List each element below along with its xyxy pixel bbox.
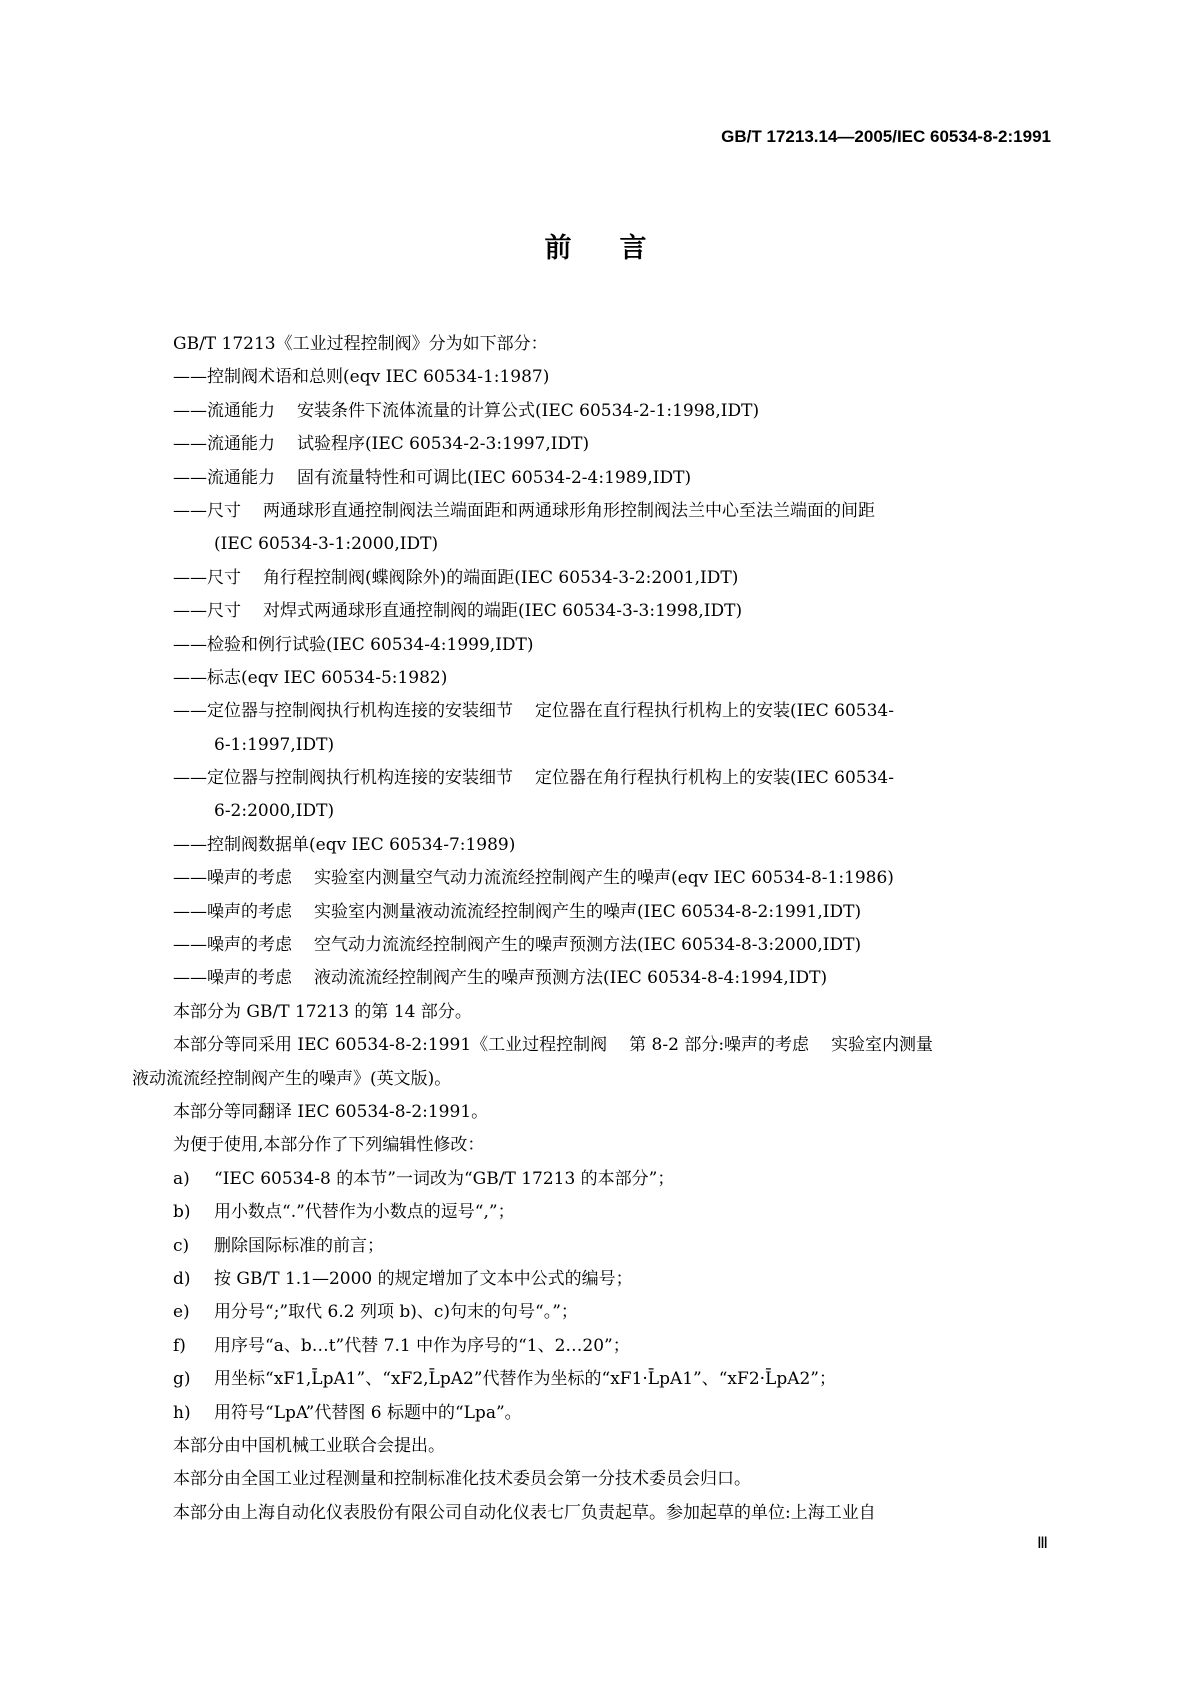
part-item: ——尺寸 两通球形直通控制阀法兰端面距和两通球形角形控制阀法兰中心至法兰端面的间距 (173, 500, 875, 521)
part-item: ——尺寸 对焊式两通球形直通控制阀的端距(IEC 60534-3-3:1998,IDT) (173, 601, 743, 622)
equivalence-paragraph-continuation: 液动流流经控制阀产生的噪声》(英文版)。 (132, 1068, 452, 1089)
translation-paragraph: 本部分等同翻译 IEC 60534-8-2:1991。 (173, 1101, 489, 1122)
part-item: ——噪声的考虑 实验室内测量液动流流经控制阀产生的噪声(IEC 60534-8-2:1991,IDT) (173, 901, 862, 922)
page-title: 前言 (544, 233, 695, 264)
intro-paragraph: GB/T 17213《工业过程控制阀》分为如下部分： (173, 334, 548, 354)
edit-item: f) 用序号“a、b…t”代替 7.1 中作为序号的“1、2…20”； (173, 1335, 630, 1356)
part-item: ——检验和例行试验(IEC 60534-4:1999,IDT) (173, 634, 534, 655)
edit-item: g) 用坐标“xF1,L̄pA1”、“xF2,L̄pA2”代替作为坐标的“xF1·L̄pA1”、“xF2·L̄pA2”； (173, 1369, 836, 1390)
part-item-continuation: (IEC 60534-3-1:2000,IDT) (214, 534, 439, 555)
part-item-continuation: 6-1:1997,IDT) (214, 734, 335, 755)
page-number: Ⅲ (1036, 1533, 1048, 1552)
edit-item: e) 用分号“;”取代 6.2 列项 b)、c)句末的句号“。”； (173, 1302, 578, 1323)
edit-item: a) “IEC 60534-8 的本节”一词改为“GB/T 17213 的本部分”； (173, 1168, 675, 1189)
part-item: ——流通能力 试验程序(IEC 60534-2-3:1997,IDT) (173, 434, 590, 455)
equivalence-paragraph: 本部分等同采用 IEC 60534-8-2:1991《工业过程控制阀 第 8-2 部分:噪声的考虑 实验室内测量 (173, 1035, 934, 1056)
edit-item: b) 用小数点“.”代替作为小数点的逗号“,”； (173, 1202, 515, 1223)
part-item: ——噪声的考虑 空气动力流流经控制阀产生的噪声预测方法(IEC 60534-8-3:2000,IDT) (173, 935, 862, 956)
part-item: ——流通能力 安装条件下流体流量的计算公式(IEC 60534-2-1:1998,IDT) (173, 400, 760, 421)
part-item: ——尺寸 角行程控制阀(蝶阀除外)的端面距(IEC 60534-3-2:2001,IDT) (173, 567, 739, 588)
part-item-continuation: 6-2:2000,IDT) (214, 801, 335, 822)
part-item: ——噪声的考虑 实验室内测量空气动力流流经控制阀产生的噪声(eqv IEC 60534-8-1:1986) (173, 868, 894, 889)
proposed-by-paragraph: 本部分由中国机械工业联合会提出。 (173, 1435, 445, 1456)
edits-intro-paragraph: 为便于使用,本部分作了下列编辑性修改： (173, 1135, 485, 1156)
part-item: ——控制阀术语和总则(eqv IEC 60534-1:1987) (173, 367, 550, 388)
part-item: ——流通能力 固有流量特性和可调比(IEC 60534-2-4:1989,IDT) (173, 467, 692, 488)
part-item: ——标志(eqv IEC 60534-5:1982) (173, 667, 448, 688)
centralized-by-paragraph: 本部分由全国工业过程测量和控制标准化技术委员会第一分技术委员会归口。 (173, 1469, 751, 1490)
part-item: ——定位器与控制阀执行机构连接的安装细节 定位器在直行程执行机构上的安装(IEC 60534- (173, 701, 894, 722)
foreword-body (132, 328, 1058, 1530)
standard-code-header: GB/T 17213.14—2005/IEC 60534-8-2:1991 (721, 127, 1051, 146)
part-number-paragraph: 本部分为 GB/T 17213 的第 14 部分。 (173, 1001, 472, 1022)
drafted-by-paragraph: 本部分由上海自动化仪表股份有限公司自动化仪表七厂负责起草。参加起草的单位:上海工业自 (173, 1502, 876, 1523)
part-item: ——噪声的考虑 液动流流经控制阀产生的噪声预测方法(IEC 60534-8-4:1994,IDT) (173, 968, 828, 989)
edit-item: c) 删除国际标准的前言； (173, 1235, 384, 1256)
edit-item: d) 按 GB/T 1.1—2000 的规定增加了文本中公式的编号； (173, 1268, 633, 1289)
part-item: ——定位器与控制阀执行机构连接的安装细节 定位器在角行程执行机构上的安装(IEC 60534- (173, 768, 894, 789)
edit-item: h) 用符号“LpA”代替图 6 标题中的“Lpa”。 (173, 1402, 522, 1423)
part-item: ——控制阀数据单(eqv IEC 60534-7:1989) (173, 834, 516, 855)
